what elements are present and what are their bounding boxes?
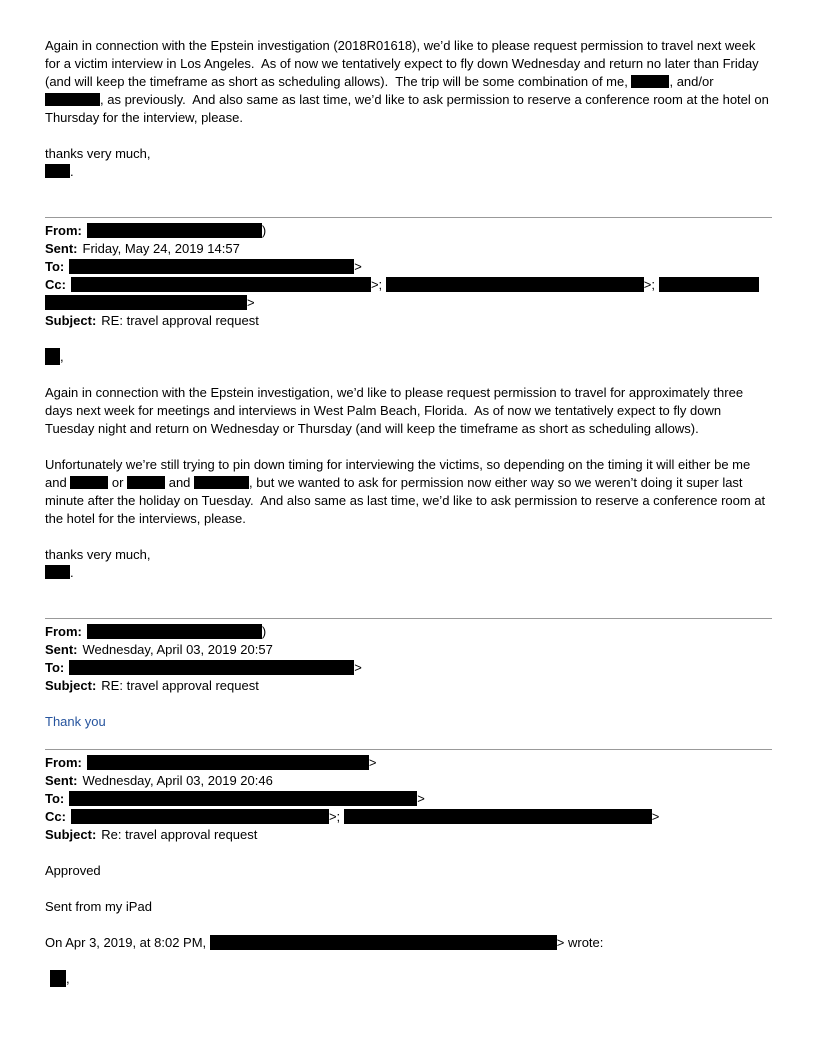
to-value: > (69, 660, 362, 675)
top-message-body: Again in connection with the Epstein investigation (2018R01618), we’d like to please request permission to travel next week for a victim interview in Los Angeles. As of now we tentatively expect to fly down Wednesday and return no later than Friday (and will keep the timeframe as short as scheduling allows). The trip will be some combination of me, , and/or , as previously. And also same as last time, we’d like to ask permission to reserve a conference room at the hotel on Thursday for the interview, please. (45, 38, 773, 125)
redaction-bar (69, 660, 354, 675)
from-label: From: (45, 223, 82, 238)
sent-value: Wednesday, April 03, 2019 20:57 (82, 642, 273, 657)
redaction-bar (194, 476, 249, 489)
thank-you-text: Thank you (45, 714, 106, 729)
cc-value: >; > (71, 809, 659, 824)
from-label: From: (45, 624, 82, 639)
quoted-greeting-line: , (50, 970, 772, 988)
to-value: > (69, 259, 362, 274)
redaction-bar (69, 791, 417, 806)
redaction-bar (87, 223, 262, 238)
from-value: > (87, 755, 377, 770)
redaction-bar (45, 295, 247, 310)
sent-label: Sent: (45, 241, 78, 256)
message-divider (45, 217, 772, 218)
header-cc-row (45, 808, 772, 826)
to-value: > (69, 791, 425, 806)
redaction-bar (45, 565, 70, 579)
quote-intro-line: On Apr 3, 2019, at 8:02 PM, > wrote: (45, 935, 604, 950)
cc-label: Cc: (45, 277, 66, 292)
cc-value: >; >; > (45, 277, 759, 310)
header-to-row (45, 659, 772, 677)
header-sent-row (45, 641, 772, 659)
sent-label: Sent: (45, 773, 78, 788)
header-sent-row (45, 772, 772, 790)
to-label: To: (45, 791, 65, 806)
email-header-block-1 (45, 222, 772, 330)
redaction-bar (210, 935, 557, 950)
redaction-bar (71, 809, 329, 824)
greeting-line: , (45, 348, 772, 366)
sent-value: Friday, May 24, 2019 14:57 (82, 241, 240, 256)
redaction-bar (45, 93, 100, 106)
redaction-bar (127, 476, 165, 489)
header-subject-row (45, 826, 772, 844)
redaction-bar (71, 277, 371, 292)
message2-signature-line: . (45, 564, 772, 582)
subject-value: Re: travel approval request (101, 827, 258, 842)
top-signoff-line: thanks very much, (45, 146, 151, 161)
header-from-row (45, 222, 772, 240)
redaction-bar (386, 277, 644, 292)
redaction-bar (45, 348, 60, 365)
redaction-bar (50, 970, 66, 987)
subject-value: RE: travel approval request (101, 678, 259, 693)
email-header-block-2 (45, 623, 772, 695)
to-label: To: (45, 259, 65, 274)
subject-label: Subject: (45, 827, 97, 842)
redaction-bar (344, 809, 652, 824)
email-header-block-3 (45, 754, 772, 844)
redaction-bar (87, 624, 262, 639)
redaction-bar (631, 75, 669, 88)
header-to-row (45, 790, 772, 808)
cc-label: Cc: (45, 809, 66, 824)
redaction-bar (45, 164, 70, 178)
message2-signoff-line: thanks very much, (45, 547, 151, 562)
redaction-bar (659, 277, 759, 292)
from-value: ) (87, 624, 266, 639)
header-cc-row (45, 276, 772, 312)
header-subject-row (45, 312, 772, 330)
message2-paragraph-2: Unfortunately we’re still trying to pin down timing for interviewing the victims, so depending on the timing it will either be me and or and , but we wanted to ask for permission now either way so we weren’t doing it super last minute after the holiday on Tuesday. And also same as last time, we’d like to ask permission to reserve a conference room at the hotel for the interviews, please. (45, 457, 769, 526)
sent-label: Sent: (45, 642, 78, 657)
redaction-bar (69, 259, 354, 274)
header-to-row (45, 258, 772, 276)
sent-value: Wednesday, April 03, 2019 20:46 (82, 773, 273, 788)
redaction-bar (70, 476, 108, 489)
header-subject-row (45, 677, 772, 695)
message-divider (45, 618, 772, 619)
sent-from-ipad-text: Sent from my iPad (45, 899, 152, 914)
header-from-row (45, 623, 772, 641)
subject-label: Subject: (45, 678, 97, 693)
header-from-row (45, 754, 772, 772)
subject-value: RE: travel approval request (101, 313, 259, 328)
message-divider (45, 749, 772, 750)
top-signature-line: . (45, 163, 772, 181)
to-label: To: (45, 660, 65, 675)
subject-label: Subject: (45, 313, 97, 328)
from-value: ) (87, 223, 266, 238)
approved-text: Approved (45, 863, 101, 878)
message2-paragraph-1: Again in connection with the Epstein investigation, we’d like to please request permission to travel for approximately three days next week for meetings and interviews in West Palm Beach, Florida. As of now we tentatively expect to fly down Tuesday night and return on Wednesday or Thursday (and will keep the timeframe as short as scheduling allows). (45, 385, 747, 436)
header-sent-row (45, 240, 772, 258)
from-label: From: (45, 755, 82, 770)
redaction-bar (87, 755, 369, 770)
